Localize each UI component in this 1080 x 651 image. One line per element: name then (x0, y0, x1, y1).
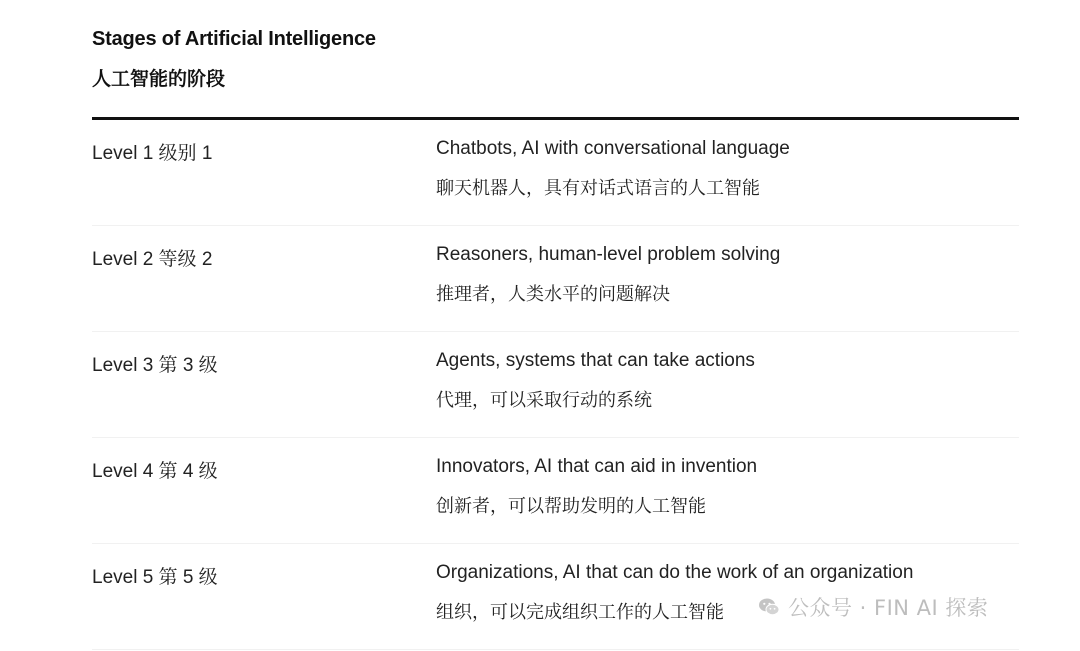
watermark (758, 592, 988, 622)
level-description-zh: 代理，可以采取行动的系统 (436, 390, 652, 411)
level-description-zh: 组织，可以完成组织工作的人工智能 (436, 602, 724, 623)
level-label: Level 3 第 3 级 (92, 355, 218, 376)
level-label: Level 2 等级 2 (92, 249, 213, 270)
level-row-2 (92, 226, 1019, 332)
level-description-en: Innovators, AI that can aid in invention (436, 456, 758, 477)
level-description-en: Chatbots, AI with conversational language (436, 138, 790, 159)
level-description-zh: 聊天机器人，具有对话式语言的人工智能 (436, 178, 760, 199)
row-divider (92, 649, 1019, 650)
page-title: Stages of Artificial Intelligence (92, 28, 376, 50)
page-title-chinese: 人工智能的阶段 (92, 68, 226, 90)
wechat-icon (758, 596, 780, 618)
level-label: Level 4 第 4 级 (92, 461, 218, 482)
level-description-en: Agents, systems that can take actions (436, 350, 755, 371)
level-description-zh: 推理者，人类水平的问题解决 (436, 284, 670, 305)
level-row-4 (92, 438, 1019, 544)
level-description-zh: 创新者，可以帮助发明的人工智能 (436, 496, 706, 517)
level-description-en: Reasoners, human-level problem solving (436, 244, 781, 265)
level-row-1 (92, 120, 1019, 226)
level-description-en: Organizations, AI that can do the work of an organization (436, 562, 914, 583)
level-row-3 (92, 332, 1019, 438)
level-label: Level 1 级别 1 (92, 143, 213, 164)
watermark-text: 公众号 · FIN AI 探索 (788, 596, 989, 620)
level-label: Level 5 第 5 级 (92, 567, 218, 588)
